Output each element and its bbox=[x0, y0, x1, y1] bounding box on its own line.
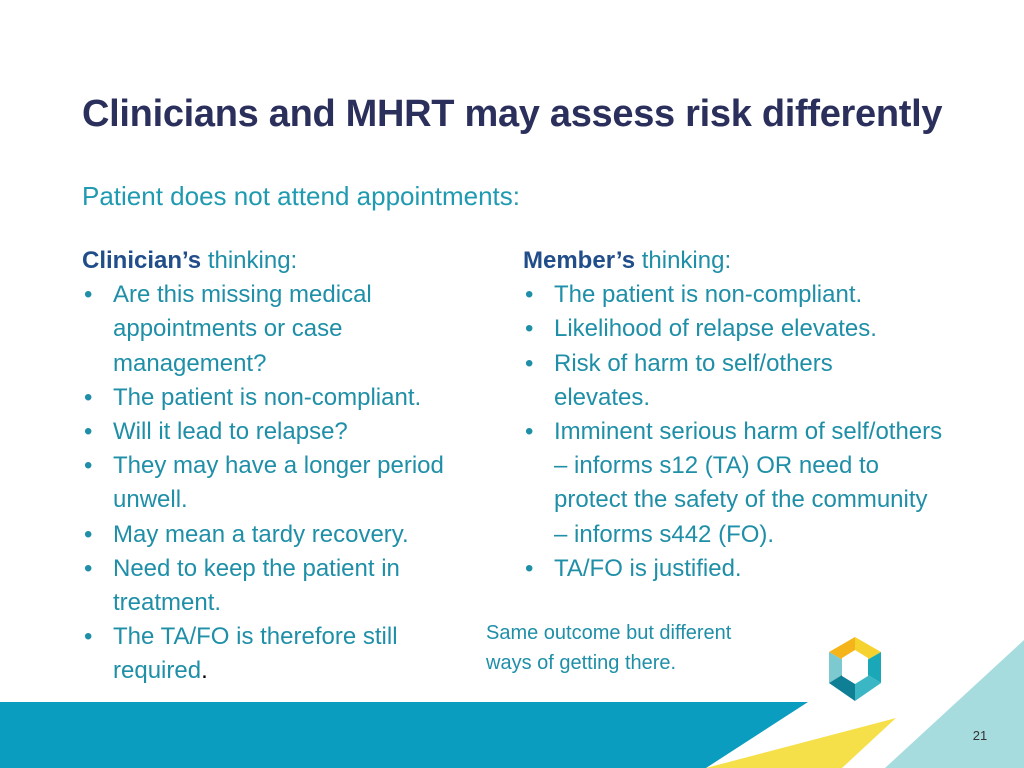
list-item-last-text: The TA/FO is therefore still required bbox=[113, 623, 398, 685]
list-item: • TA/FO is justified. bbox=[523, 552, 953, 586]
list-item: • The patient is non-compliant. bbox=[523, 278, 953, 312]
outcome-note bbox=[486, 618, 731, 678]
outcome-note-line2: ways of getting there. bbox=[486, 652, 677, 674]
member-heading-rest: thinking: bbox=[635, 247, 732, 274]
list-item: • Will it lead to relapse? bbox=[82, 415, 482, 449]
list-item: • Need to keep the patient in treatment. bbox=[82, 552, 482, 620]
list-item: • Imminent serious harm of self/others – informs s12 (TA) OR need to protect the safety of the community – informs s442 (FO). bbox=[523, 415, 944, 552]
slide-title: Clinicians and MHRT may assess risk differently bbox=[82, 93, 943, 135]
list-item: • They may have a longer period unwell. bbox=[82, 449, 482, 517]
slide-subtitle: Patient does not attend appointments: bbox=[82, 181, 520, 211]
list-item: • Likelihood of relapse elevates. bbox=[523, 312, 953, 346]
member-list bbox=[523, 278, 953, 586]
list-item: • Are this missing medical appointments or case management? bbox=[82, 278, 482, 381]
clinician-list bbox=[82, 278, 482, 688]
clinician-heading bbox=[82, 244, 482, 278]
list-item-last bbox=[82, 620, 482, 688]
slide-number: 21 bbox=[972, 728, 988, 743]
outcome-note-line1: Same outcome but different bbox=[486, 622, 732, 644]
list-item-last-period: . bbox=[201, 657, 208, 685]
clinician-heading-bold: Clinician’s bbox=[82, 247, 202, 274]
teal-band bbox=[0, 702, 808, 768]
member-heading bbox=[523, 244, 953, 278]
member-heading-bold: Member’s bbox=[523, 247, 636, 274]
list-item: • Risk of harm to self/others elevates. bbox=[523, 347, 884, 415]
list-item: • May mean a tardy recovery. bbox=[82, 518, 482, 552]
hexagon-logo-icon bbox=[826, 636, 884, 702]
clinician-heading-rest: thinking: bbox=[201, 247, 298, 274]
list-item: • The patient is non-compliant. bbox=[82, 381, 482, 415]
member-column bbox=[523, 244, 953, 586]
clinician-column bbox=[82, 244, 482, 689]
